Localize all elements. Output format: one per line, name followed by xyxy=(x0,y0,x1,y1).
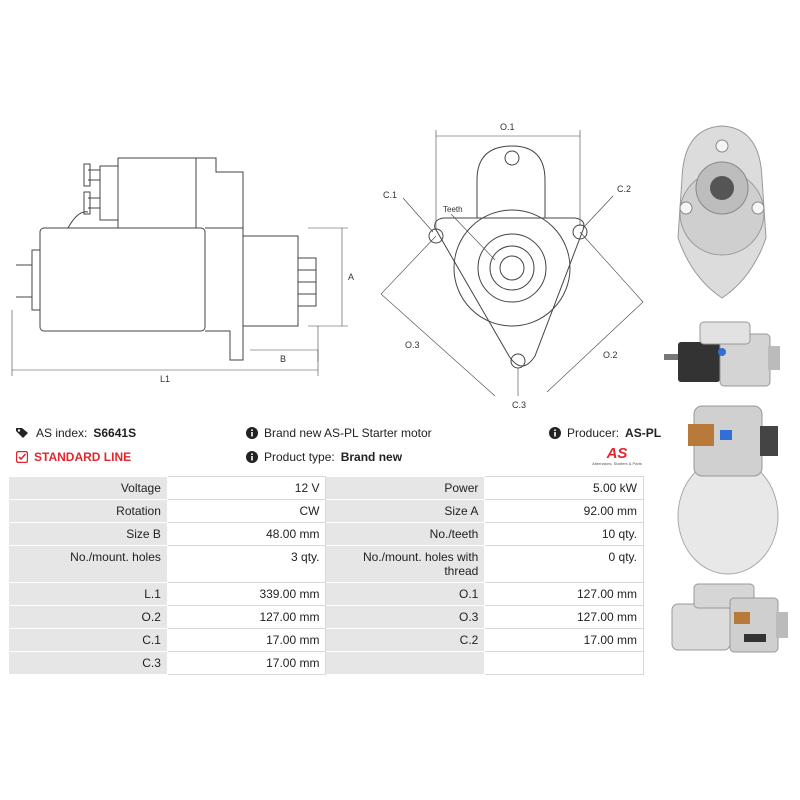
spec-label: No./teeth xyxy=(326,523,485,546)
spec-label: O.2 xyxy=(9,606,168,629)
spec-value: 127.00 mm xyxy=(485,606,644,629)
spec-row xyxy=(9,629,644,652)
spec-label: O.1 xyxy=(326,583,485,606)
standard-line-text: STANDARD LINE xyxy=(34,450,132,464)
standard-line xyxy=(16,450,131,464)
spec-label: Power xyxy=(326,477,485,500)
spec-row xyxy=(9,500,644,523)
dim-l1-label: L1 xyxy=(160,374,171,384)
spec-value: 92.00 mm xyxy=(485,500,644,523)
info-icon xyxy=(549,427,561,439)
product-photo-angle xyxy=(672,396,784,576)
dim-o2-label: O.2 xyxy=(603,350,618,360)
dim-c2-label: C.2 xyxy=(617,184,632,194)
description-text: Brand new AS-PL Starter motor xyxy=(264,426,432,440)
spec-label: Size B xyxy=(9,523,168,546)
spec-value: 5.00 kW xyxy=(485,477,644,500)
spec-value: 339.00 mm xyxy=(167,583,326,606)
info-icon xyxy=(246,451,258,463)
product-type-value: Brand new xyxy=(340,450,403,464)
spec-label: Size A xyxy=(326,500,485,523)
spec-row xyxy=(9,477,644,500)
logo-mark: AS xyxy=(606,445,628,462)
dim-o3-label: O.3 xyxy=(405,340,420,350)
spec-value: 127.00 mm xyxy=(485,583,644,606)
spec-value: 17.00 mm xyxy=(167,652,326,675)
check-square-icon xyxy=(16,451,28,463)
spec-table xyxy=(8,476,644,675)
spec-value: 10 qty. xyxy=(485,523,644,546)
front-view-drawing xyxy=(375,118,650,413)
product-type xyxy=(246,450,402,464)
as-pl-logo xyxy=(584,446,650,470)
product-photo-side-2 xyxy=(664,578,792,658)
spec-value: 48.00 mm xyxy=(167,523,326,546)
producer-value: AS-PL xyxy=(625,426,662,440)
side-view-drawing xyxy=(8,150,360,390)
spec-label: Voltage xyxy=(9,477,168,500)
as-index xyxy=(16,426,136,440)
spec-row xyxy=(9,606,644,629)
dim-b-label: B xyxy=(280,354,287,364)
spec-label: C.1 xyxy=(9,629,168,652)
teeth-label: Teeth xyxy=(443,205,463,214)
product-description xyxy=(246,426,432,440)
spec-value: 17.00 mm xyxy=(167,629,326,652)
product-photo-front xyxy=(662,118,782,303)
spec-value: 0 qty. xyxy=(485,546,644,583)
spec-value: 12 V xyxy=(167,477,326,500)
spec-label: Rotation xyxy=(9,500,168,523)
spec-label: L.1 xyxy=(9,583,168,606)
dim-o1-label: O.1 xyxy=(500,122,515,132)
spec-label: No./mount. holes xyxy=(9,546,168,583)
producer xyxy=(549,426,661,440)
spec-label: O.3 xyxy=(326,606,485,629)
dim-c1-label: C.1 xyxy=(383,190,398,200)
spec-label: No./mount. holes with thread xyxy=(326,546,485,583)
spec-value: 127.00 mm xyxy=(167,606,326,629)
spec-label: C.3 xyxy=(9,652,168,675)
spec-label: C.2 xyxy=(326,629,485,652)
spec-row xyxy=(9,546,644,583)
product-photo-side-1 xyxy=(660,316,785,391)
spec-value xyxy=(485,652,644,675)
spec-value: CW xyxy=(167,500,326,523)
product-type-label: Product type: xyxy=(264,450,335,464)
producer-label: Producer: xyxy=(567,426,620,440)
logo-tagline: Alternators, Starters & Parts xyxy=(592,461,642,466)
spec-row xyxy=(9,583,644,606)
spec-value: 3 qty. xyxy=(167,546,326,583)
dim-c3-label: C.3 xyxy=(512,400,527,410)
spec-row xyxy=(9,652,644,675)
info-icon xyxy=(246,427,258,439)
spec-value: 17.00 mm xyxy=(485,629,644,652)
spec-row xyxy=(9,523,644,546)
dim-a-label: A xyxy=(348,272,355,282)
as-index-value: S6641S xyxy=(93,426,137,440)
spec-label xyxy=(326,652,485,675)
tags-icon xyxy=(16,427,30,439)
as-index-label: AS index: xyxy=(36,426,88,440)
